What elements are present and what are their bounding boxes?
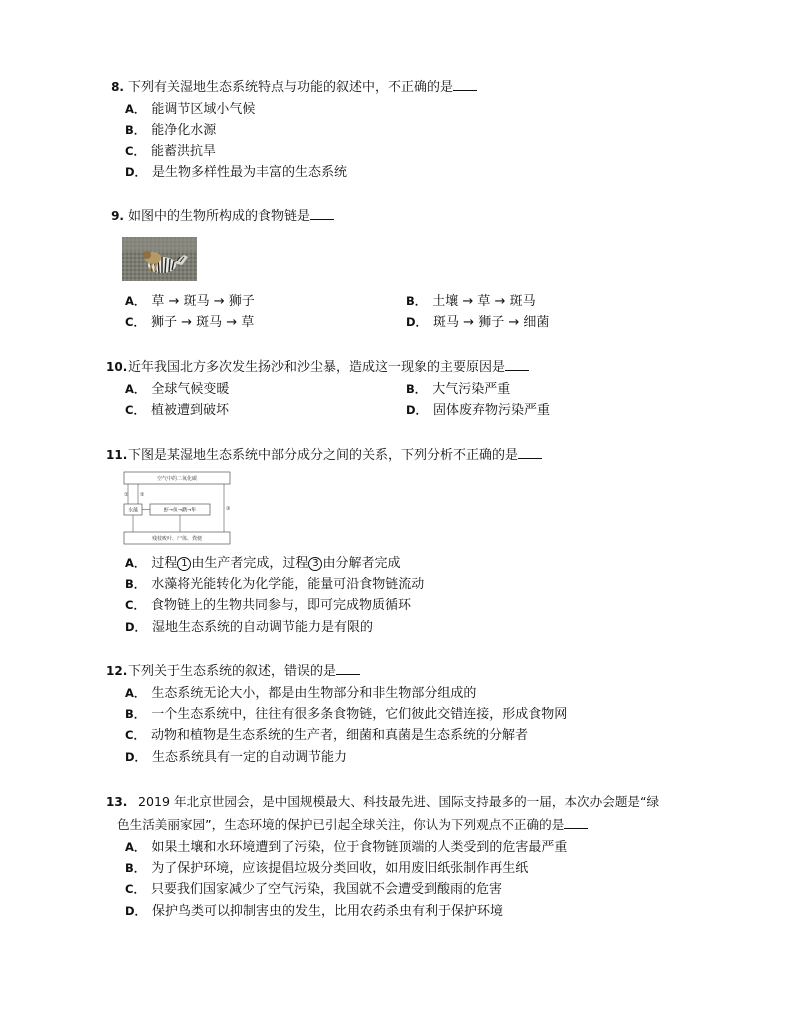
option-a: A． 全球气候变暖 [125, 382, 230, 397]
question-text-line-1: 2019 年北京世园会，是中国规模最大、科技最先进、国际支持最多的一届，本次办会题是“绿 [138, 794, 660, 809]
option-c: C． 只要我们国家减少了空气污染，我国就不会遭受到酸雨的危害 [125, 882, 502, 897]
question-text-line-2: 色生活美丽家园”，生态环境的保护已引起全球关注，你认为下列观点不正确的是 [117, 817, 565, 832]
option-d: D． 是生物多样性最为丰富的生态系统 [125, 165, 348, 180]
question-number: 10. [106, 360, 128, 374]
option-d: D． 保护鸟类可以抑制害虫的发生，比用农药杀虫有利于保护环境 [125, 904, 504, 919]
question-text: 下图是某湿地生态系统中部分成分之间的关系，下列分析不正确的是 [128, 448, 519, 463]
answer-blank [505, 359, 529, 371]
option-b: B． 为了保护环境，应该提倡垃圾分类回收，如用废旧纸张制作再生纸 [125, 861, 529, 876]
process-2-label: ② [140, 492, 145, 498]
question-text: 下列关于生态系统的叙述，错误的是 [128, 664, 337, 679]
question-13-stem-continued [117, 816, 588, 834]
circled-number-3: 3 [308, 557, 322, 571]
option-a: A． 能调节区域小气候 [125, 102, 256, 117]
co2-label: 空气中的二氧化碳 [156, 476, 198, 482]
question-number: 11. [106, 448, 128, 462]
question-8-stem [106, 78, 477, 97]
option-b: B． 大气污染严重 [406, 382, 511, 397]
question-number: 9. [111, 209, 124, 223]
option-c: C． 食物链上的生物共同参与，即可完成物质循环 [125, 598, 411, 613]
option-b: B． 一个生态系统中，往往有很多条食物链，它们彼此交错连接，形成食物网 [125, 707, 568, 722]
option-c: C． 动物和植物是生态系统的生产者，细菌和真菌是生态系统的分解者 [125, 728, 528, 743]
answer-blank [336, 663, 360, 675]
option-b: B． 能净化水源 [125, 123, 217, 138]
option-a: A． 过程 1 由生产者完成，过程 3 由分解者完成 [125, 556, 401, 571]
question-11-stem [106, 446, 542, 465]
option-c: C． 植被遭到破坏 [125, 403, 229, 418]
detritus-label: 残枝败叶、尸体、粪便 [151, 536, 203, 542]
option-c: C． 狮子 → 斑马 → 草 [125, 315, 255, 330]
question-10-stem [106, 358, 529, 377]
option-a: A． 草 → 斑马 → 狮子 [125, 294, 255, 309]
process-1-label: ① [124, 492, 129, 498]
answer-blank [453, 79, 477, 91]
question-9-stem [106, 207, 334, 226]
option-a: A． 如果土壤和水环境遭到了污染，位于食物链顶端的人类受到的危害最严重 [125, 840, 568, 855]
answer-blank [518, 447, 542, 459]
question-text: 近年我国北方多次发生扬沙和沙尘暴，造成这一现象的主要原因是 [128, 360, 506, 375]
algae-label: 水藻 [127, 507, 139, 514]
question-text: 下列有关湿地生态系统特点与功能的叙述中，不正确的是 [128, 80, 454, 95]
ecosystem-diagram [120, 470, 235, 548]
question-text: 如图中的生物所构成的食物链是 [128, 209, 311, 224]
option-d: D． 固体废弃物污染严重 [406, 403, 551, 418]
option-d: D． 湿地生态系统的自动调节能力是有限的 [125, 620, 374, 635]
option-d: D． 斑马 → 狮子 → 细菌 [406, 315, 550, 330]
process-3-label: ③ [226, 506, 231, 512]
question-12-stem [106, 662, 360, 681]
option-c: C． 能蓄洪抗旱 [125, 144, 216, 159]
zebra-lion-photo [122, 237, 197, 281]
option-b: B． 土壤 → 草 → 斑马 [406, 294, 536, 309]
answer-blank [564, 817, 588, 829]
option-d: D． 生态系统具有一定的自动调节能力 [125, 750, 348, 765]
question-number: 8. [111, 80, 124, 94]
question-number: 13. [106, 795, 128, 809]
food-chain-label: 虾→鱼→鹳→隼 [163, 507, 197, 514]
answer-blank [310, 208, 334, 220]
circled-number-1: 1 [177, 557, 191, 571]
option-a: A． 生态系统无论大小，都是由生物部分和非生物部分组成的 [125, 686, 477, 701]
question-13-stem [106, 793, 659, 811]
question-number: 12. [106, 664, 128, 678]
option-b: B． 水藻将光能转化为化学能，能量可沿食物链流动 [125, 577, 425, 592]
